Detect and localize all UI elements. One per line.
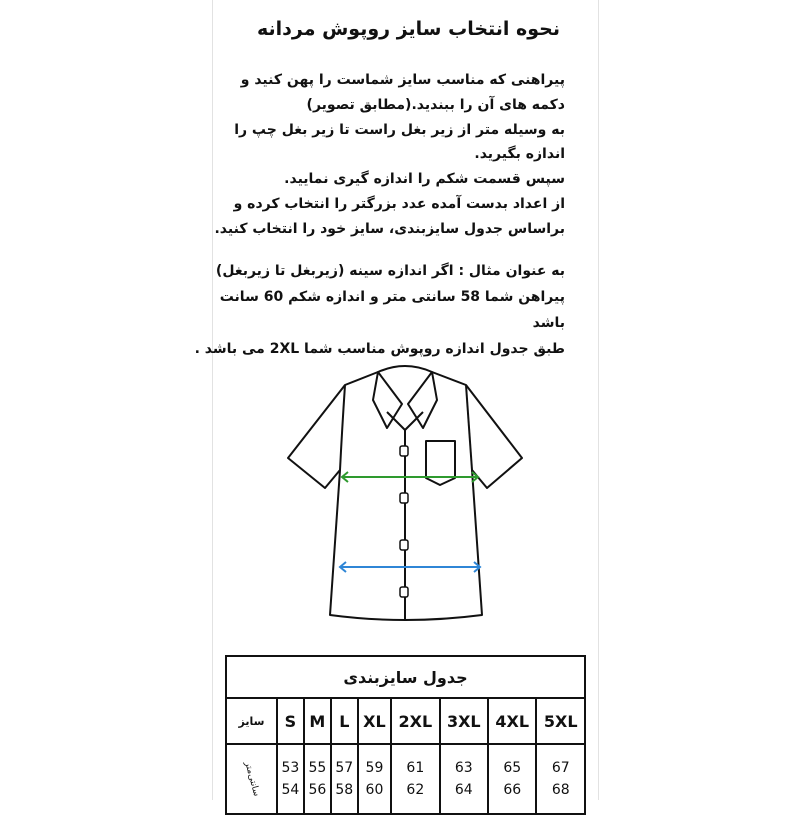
measure-cell bbox=[536, 744, 585, 814]
instruction-line: از اعداد بدست آمده عدد بزرگتر را انتخاب کرده و bbox=[233, 195, 565, 212]
size-cell: 2XL bbox=[391, 698, 439, 744]
measure-value: 56 bbox=[308, 782, 327, 798]
example-line: به عنوان مثال : اگر اندازه سینه (زیربغل تا زیربغل) bbox=[215, 263, 565, 279]
measure-value: 53 bbox=[281, 760, 300, 776]
measure-value: 62 bbox=[406, 782, 425, 798]
size-cell: 5XL bbox=[536, 698, 585, 744]
measure-value: 67 bbox=[551, 760, 570, 776]
size-cell: 4XL bbox=[488, 698, 536, 744]
measure-cell bbox=[488, 744, 536, 814]
instruction-line: براساس جدول سایزبندی، سایز خود را انتخاب کنید. bbox=[214, 220, 565, 237]
shirt-illustration bbox=[285, 360, 525, 630]
measure-value: 64 bbox=[454, 782, 473, 798]
measure-cell bbox=[440, 744, 488, 814]
size-table bbox=[225, 655, 586, 815]
instruction-line: سپس قسمت شکم را اندازه گیری نمایید. bbox=[284, 171, 565, 188]
shirt-button bbox=[400, 587, 408, 597]
instructions-paragraph bbox=[214, 68, 565, 242]
measure-value: 57 bbox=[335, 760, 354, 776]
shirt-collar-back bbox=[378, 366, 432, 372]
example-paragraph bbox=[194, 258, 565, 362]
shirt-pocket bbox=[426, 441, 455, 485]
measure-cell bbox=[331, 744, 358, 814]
size-cell: L bbox=[331, 698, 358, 744]
measure-cell bbox=[358, 744, 391, 814]
measure-cell bbox=[277, 744, 304, 814]
instruction-line: اندازه بگیرید. bbox=[474, 146, 565, 163]
chest-measure-arrow bbox=[342, 472, 478, 482]
measure-value: 55 bbox=[308, 760, 327, 776]
measure-value: 60 bbox=[365, 782, 384, 798]
page-title: نحوه انتخاب سایز روپوش مردانه bbox=[256, 18, 560, 40]
instruction-line: پیراهنی که مناسب سایز شماست را پهن کنید و bbox=[240, 72, 565, 88]
shirt-sleeve-seam-right bbox=[466, 385, 472, 470]
size-cell: XL bbox=[358, 698, 391, 744]
measure-value: 63 bbox=[454, 760, 473, 776]
shirt-collar-right bbox=[408, 372, 437, 428]
size-label-cell: سایز bbox=[226, 698, 277, 744]
measure-value: 58 bbox=[335, 782, 354, 798]
measure-cell bbox=[304, 744, 331, 814]
measure-value: 68 bbox=[551, 782, 570, 798]
shirt-collar-left bbox=[373, 372, 402, 428]
instruction-line: دکمه های آن را ببندید.(مطابق تصویر) bbox=[306, 96, 565, 113]
size-table-title: جدول سایزبندی bbox=[226, 656, 585, 698]
example-line: پیراهن شما 58 سانتی متر و اندازه شکم 60 سانت bbox=[219, 289, 565, 305]
measure-value: 61 bbox=[406, 760, 425, 776]
shirt-button bbox=[400, 446, 408, 456]
measure-cell bbox=[391, 744, 439, 814]
example-line: باشد bbox=[532, 315, 565, 331]
example-line: طبق جدول اندازه روپوش مناسب شما 2XL می باشد . bbox=[194, 341, 565, 357]
measure-value: 59 bbox=[365, 760, 384, 776]
measure-value: 66 bbox=[503, 782, 522, 798]
cm-label: سانتی‌متر bbox=[242, 760, 261, 798]
instruction-line: به وسیله متر از زیر بغل راست تا زیر بغل چپ را bbox=[234, 121, 565, 138]
shirt-button bbox=[400, 540, 408, 550]
shirt-sleeve-seam-left bbox=[340, 385, 345, 470]
measure-value: 65 bbox=[503, 760, 522, 776]
size-cell: S bbox=[277, 698, 304, 744]
shirt-button bbox=[400, 493, 408, 503]
size-cell: M bbox=[304, 698, 331, 744]
cm-label-cell bbox=[226, 744, 277, 814]
size-cell: 3XL bbox=[440, 698, 488, 744]
belly-measure-arrow bbox=[340, 562, 480, 572]
measure-value: 54 bbox=[281, 782, 300, 798]
